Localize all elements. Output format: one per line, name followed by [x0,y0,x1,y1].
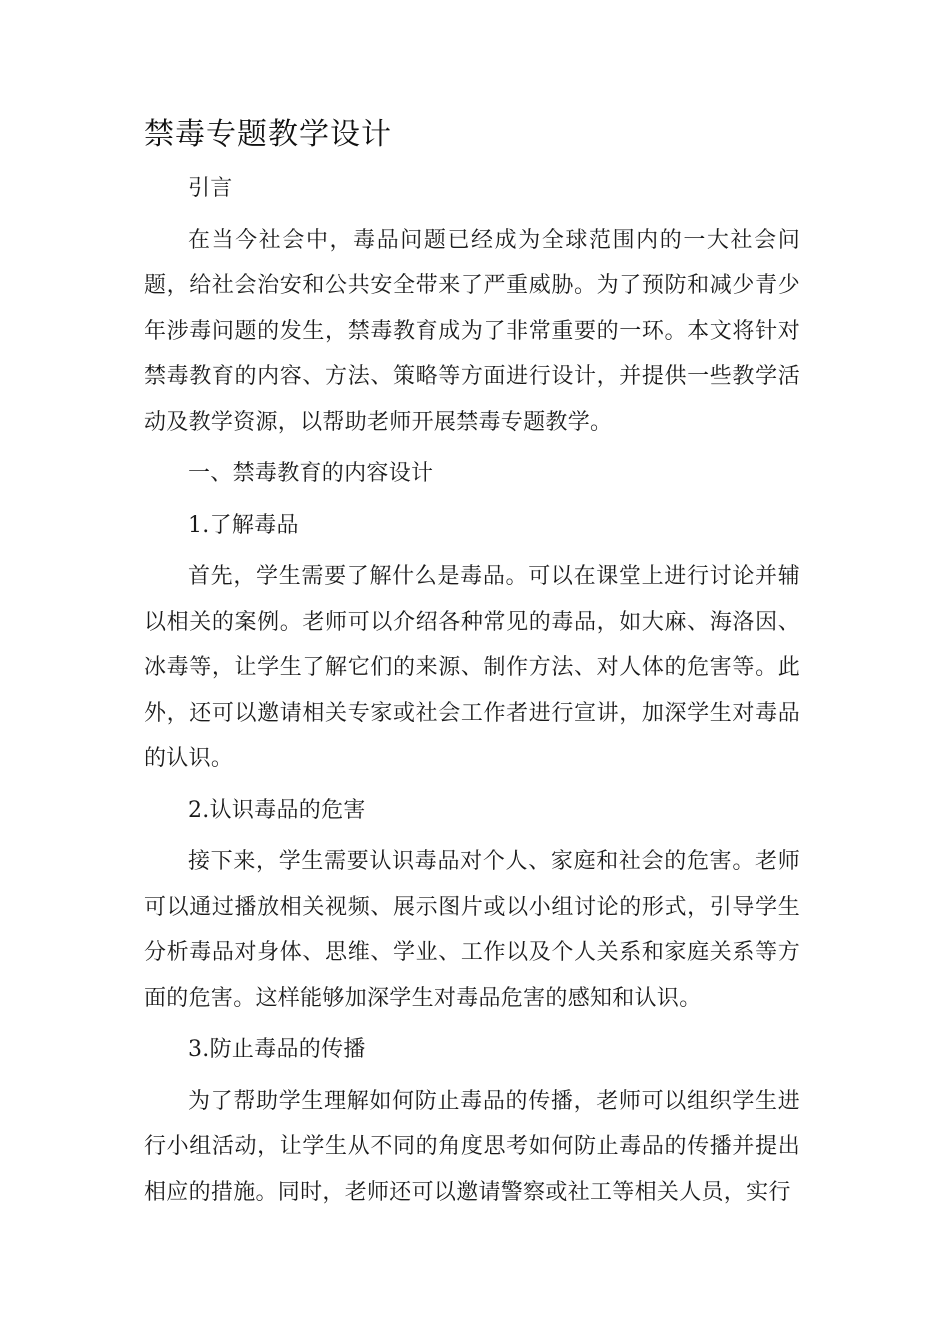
subheading-drug-harms: 2.认识毒品的危害 [188,797,366,823]
paragraph-drug-harms: 接下来，学生需要认识毒品对个人、家庭和社会的危害。老师可以通过播放相关视频、展示图片或以小组讨论的形式，引导学生分析毒品对身体、思维、学业、工作以及个人关系和家庭关系等方面的危害。这样能够加深学生对毒品危害的感知和认识。 [144,849,800,1011]
subheading-prevent-spread: 3.防止毒品的传播 [188,1037,366,1062]
section-heading-content-design: 一、禁毒教育的内容设计 [188,461,434,486]
document-body [144,166,800,1221]
document-title: 禁毒专题教学设计 [144,117,392,152]
paragraph-intro: 在当今社会中，毒品问题已经成为全球范围内的一大社会问题，给社会治安和公共安全带来了严重威胁。为了预防和减少青少年涉毒问题的发生，禁毒教育成为了非常重要的一环。本文将针对禁毒教育的内容、方法、策略等方面进行设计，并提供一些教学活动及教学资源，以帮助老师开展禁毒专题教学。 [144,227,800,435]
section-heading-intro: 引言 [188,176,233,201]
paragraph-understand-drugs: 首先，学生需要了解什么是毒品。可以在课堂上进行讨论并辅以相关的案例。老师可以介绍各种常见的毒品，如大麻、海洛因、冰毒等，让学生了解它们的来源、制作方法、对人体的危害等。此外，还可以邀请相关专家或社会工作者进行宣讲，加深学生对毒品的认识。 [144,564,800,771]
paragraph-prevent-spread: 为了帮助学生理解如何防止毒品的传播，老师可以组织学生进行小组活动，让学生从不同的角度思考如何防止毒品的传播并提出相应的措施。同时，老师还可以邀请警察或社工等相关人员，实行 [144,1088,800,1205]
subheading-understand-drugs: 1.了解毒品 [188,512,299,538]
